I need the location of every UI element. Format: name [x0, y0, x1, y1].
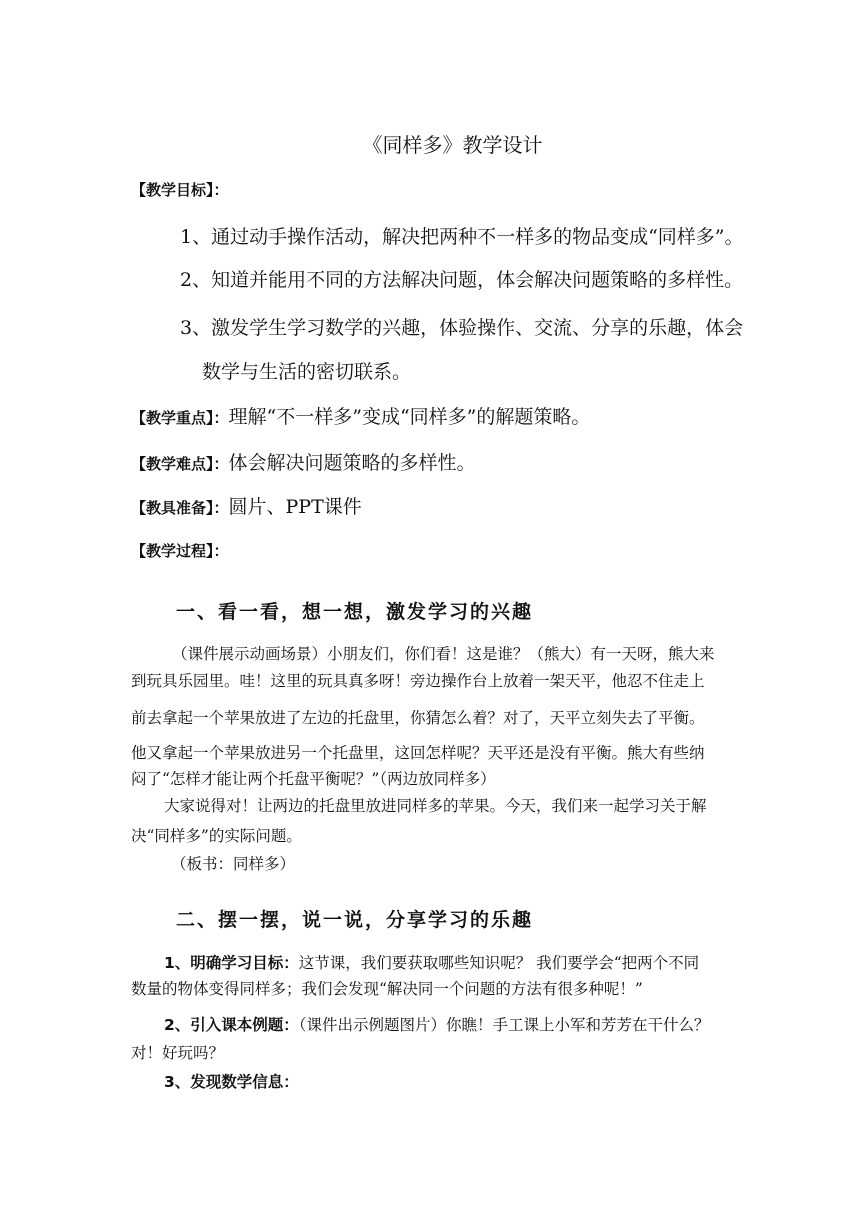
process-label: 【教学过程】： — [131, 542, 229, 560]
goal-item-continued: 数学与生活的密切联系。 — [202, 361, 412, 383]
item-text: （课件出示例题图片）你瞧！手工课上小军和芳芳在干什么？ — [298, 1016, 710, 1034]
item-text: 这节课，我们要获取哪些知识呢？ 我们要学会“把两个不同 — [298, 954, 700, 972]
key-point-row — [131, 402, 590, 429]
paragraph-line: 数量的物体变得同样多；我们会发现“解决同一个问题的方法有很多种呢！” — [131, 980, 643, 998]
paragraph-line: 对！好玩吗？ — [131, 1044, 225, 1062]
item-label: 1、明确学习目标： — [164, 954, 299, 972]
goal-item: 1、通过动手操作活动，解决把两种不一样多的物品变成“同样多”。 — [180, 226, 744, 248]
item-label: 3、发现数学信息： — [164, 1073, 299, 1091]
tools-row — [131, 492, 362, 519]
difficulty-text: 体会解决问题策略的多样性。 — [228, 452, 476, 474]
paragraph-line: （课件展示动画场景）小朋友们，你们看！这是谁？（熊大）有一天呀，熊大来 — [172, 645, 715, 663]
paragraph-line: 大家说得对！让两边的托盘里放进同样多的苹果。今天，我们来一起学习关于解 — [164, 797, 707, 815]
section-heading: 一、看一看，想一想，激发学习的兴趣 — [176, 601, 534, 623]
tools-label: 【教具准备】： — [131, 499, 229, 517]
page-title: 《同样多》教学设计 — [362, 133, 543, 157]
goal-item: 2、知道并能用不同的方法解决问题，体会解决问题策略的多样性。 — [180, 269, 744, 291]
item-label: 2、引入课本例题： — [164, 1016, 299, 1034]
goal-item: 3、激发学生学习数学的兴趣，体验操作、交流、分享的乐趣，体会 — [180, 317, 744, 339]
item-row — [164, 1012, 710, 1039]
goals-label: 【教学目标】： — [131, 181, 229, 199]
paragraph-line: 他又拿起一个苹果放进另一个托盘里，这回怎样呢？天平还是没有平衡。熊大有些纳 — [131, 744, 705, 762]
key-point-label: 【教学重点】： — [131, 409, 229, 427]
paragraph-line: 决“同样多”的实际问题。 — [131, 827, 302, 845]
tools-text: 圆片、PPT课件 — [228, 496, 362, 518]
item-row — [164, 950, 699, 977]
paragraph-line: 前去拿起一个苹果放进了左边的托盘里，你猜怎么着？对了，天平立刻失去了平衡。 — [131, 709, 705, 727]
key-point-text: 理解“不一样多”变成“同样多”的解题策略。 — [228, 406, 591, 428]
board-note: （板书：同样多） — [171, 855, 296, 873]
paragraph-line: 闷了“怎样才能让两个托盘平衡呢？”（两边放同样多） — [131, 770, 496, 788]
section-heading: 二、摆一摆，说一说，分享学习的乐趣 — [176, 909, 534, 931]
difficulty-label: 【教学难点】： — [131, 455, 229, 473]
paragraph-line: 到玩具乐园里。哇！这里的玩具真多呀！旁边操作台上放着一架天平，他忍不住走上 — [131, 672, 705, 690]
difficulty-row — [131, 448, 476, 475]
